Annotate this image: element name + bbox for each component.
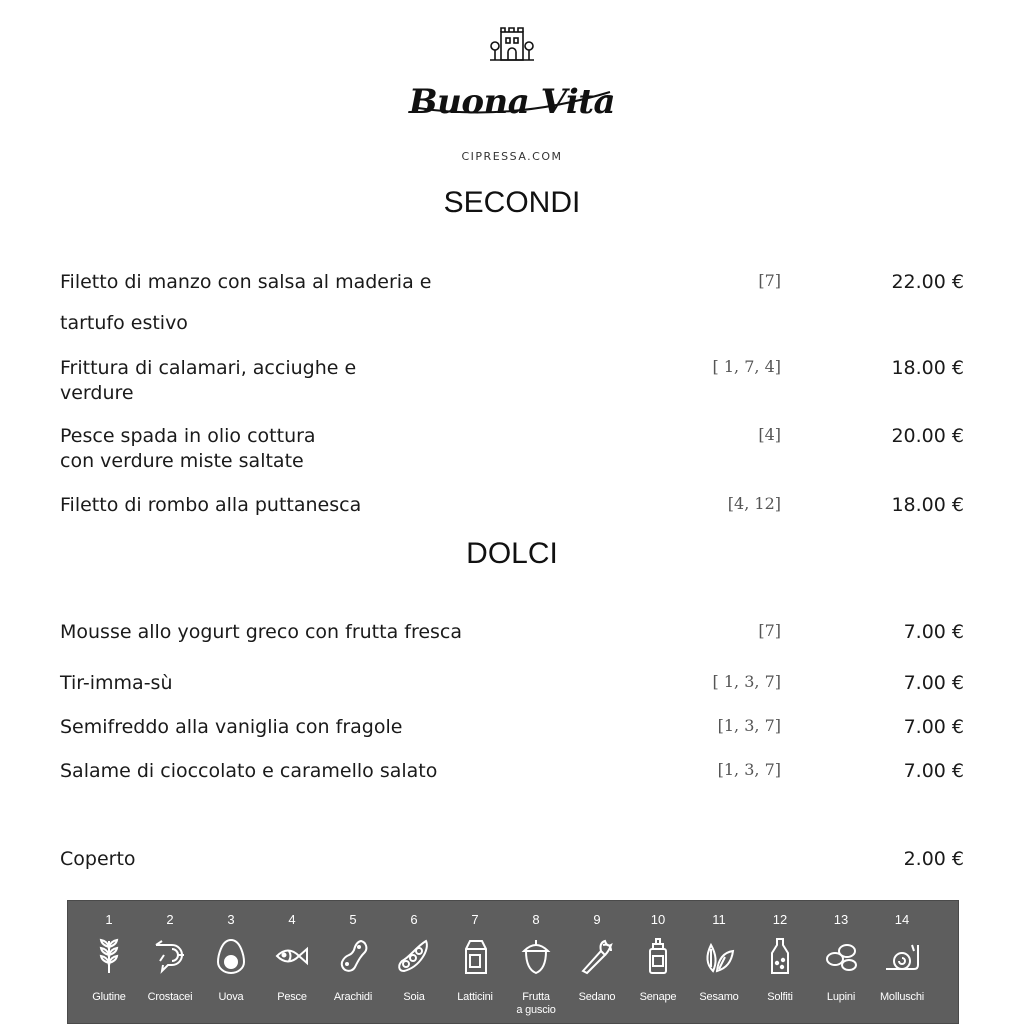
item-allergens: [7]: [758, 271, 781, 290]
item-name-line: Tir-imma-sù: [60, 672, 173, 694]
legend-number: 4: [288, 912, 296, 927]
lupin-icon: [823, 937, 859, 975]
legend-label: Uova: [218, 991, 244, 1003]
item-price: 22.00 €: [891, 271, 964, 293]
legend-number: 5: [349, 912, 357, 927]
menu-item: [60, 424, 964, 474]
item-name: [60, 620, 462, 645]
legend-label: Molluschi: [879, 991, 925, 1003]
item-allergens: [ 1, 3, 7]: [712, 672, 781, 691]
celery-icon: [579, 937, 615, 975]
allergen-legend: [67, 900, 959, 1024]
legend-item: [445, 901, 505, 1023]
logo-subtitle: CIPRESSA.COM: [461, 150, 563, 163]
soy-icon: [396, 937, 432, 975]
legend-label-line: a guscio: [516, 1004, 556, 1016]
wine-bottle-icon: [762, 937, 798, 975]
egg-icon: [213, 937, 249, 975]
menu-item: [60, 671, 964, 696]
acorn-icon: [518, 937, 554, 975]
restaurant-logo: [400, 24, 624, 163]
peanut-icon: [335, 937, 371, 975]
item-name-line: con verdure miste saltate: [60, 450, 304, 472]
legend-item: [567, 901, 627, 1023]
legend-number: 6: [410, 912, 418, 927]
legend-label: Glutine: [92, 991, 126, 1003]
item-name: [60, 424, 316, 474]
coperto-price: 2.00 €: [903, 848, 964, 870]
item-name: [60, 493, 361, 518]
item-name: [60, 671, 173, 696]
legend-item: [811, 901, 871, 1023]
legend-item: [506, 901, 566, 1023]
legend-number: 11: [712, 912, 726, 927]
legend-number: 12: [772, 912, 788, 927]
item-name-line: tartufo estivo: [60, 312, 188, 334]
mustard-bottle-icon: [640, 937, 676, 975]
legend-number: 7: [471, 912, 479, 927]
shrimp-icon: [152, 937, 188, 975]
item-allergens: [ 1, 7, 4]: [712, 357, 781, 376]
legend-label: Arachidi: [333, 991, 373, 1003]
item-price: 7.00 €: [903, 760, 964, 782]
item-price: 18.00 €: [891, 494, 964, 516]
snail-icon: [884, 937, 920, 975]
item-price: 20.00 €: [891, 425, 964, 447]
item-price: 7.00 €: [903, 621, 964, 643]
legend-label-line: Frutta: [522, 991, 550, 1003]
legend-number: 14: [894, 912, 910, 927]
legend-number: 2: [166, 912, 174, 927]
legend-label: Sedano: [578, 991, 616, 1003]
section-title-dolci: DOLCI: [466, 537, 558, 570]
menu-item: [60, 620, 964, 645]
item-name-line: Mousse allo yogurt greco con frutta fresca: [60, 621, 463, 643]
legend-number: 9: [593, 912, 601, 927]
item-name-line: Salame di cioccolato e caramello salato: [60, 760, 438, 782]
menu-item: [60, 270, 964, 340]
menu-item: [60, 356, 964, 406]
legend-label: Sesamo: [699, 991, 739, 1003]
item-name-line: Pesce spada in olio cottura: [60, 425, 316, 447]
legend-label: Lupini: [826, 991, 856, 1003]
legend-number: 8: [532, 912, 540, 927]
legend-item: [79, 901, 139, 1023]
legend-item: [262, 901, 322, 1023]
legend-item: [201, 901, 261, 1023]
item-name-line: Filetto di manzo con salsa al maderia e: [60, 271, 432, 293]
item-price: 7.00 €: [903, 672, 964, 694]
wheat-icon: [91, 937, 127, 975]
legend-item: [750, 901, 810, 1023]
item-allergens: [7]: [758, 621, 781, 640]
logo-swash: [400, 24, 624, 144]
coperto-label: Coperto: [60, 848, 136, 870]
legend-label: Soia: [403, 991, 425, 1003]
item-name-line: Frittura di calamari, acciughe e: [60, 357, 357, 379]
menu-item: [60, 493, 964, 518]
legend-item: [628, 901, 688, 1023]
item-name: [60, 759, 437, 784]
item-allergens: [1, 3, 7]: [717, 760, 781, 779]
legend-number: 3: [227, 912, 235, 927]
legend-item: [689, 901, 749, 1023]
item-name-line: Filetto di rombo alla puttanesca: [60, 494, 362, 516]
legend-item: [140, 901, 200, 1023]
sesame-icon: [701, 937, 737, 975]
legend-item: [872, 901, 932, 1023]
menu-item: [60, 715, 964, 740]
item-allergens: [1, 3, 7]: [717, 716, 781, 735]
legend-label: Senape: [639, 991, 677, 1003]
item-name: [60, 715, 402, 740]
legend-item: [323, 901, 383, 1023]
item-price: 18.00 €: [891, 357, 964, 379]
item-name-line: Semifreddo alla vaniglia con fragole: [60, 716, 403, 738]
legend-item: [384, 901, 444, 1023]
coperto-row: [60, 847, 964, 872]
logo-name: Buona Vita: [408, 82, 616, 122]
legend-label: Pesce: [277, 991, 307, 1003]
legend-label: Solfiti: [767, 991, 793, 1003]
item-name: [60, 270, 431, 336]
item-name: [60, 356, 356, 406]
legend-number: 10: [650, 912, 666, 927]
legend-number: 13: [833, 912, 849, 927]
legend-number: 1: [105, 912, 113, 927]
milk-carton-icon: [457, 937, 493, 975]
menu-item: [60, 759, 964, 784]
item-allergens: [4, 12]: [727, 494, 781, 513]
item-allergens: [4]: [758, 425, 781, 444]
legend-label: Latticini: [457, 991, 493, 1003]
item-price: 7.00 €: [903, 716, 964, 738]
fish-icon: [274, 937, 310, 975]
legend-label: Crostacei: [147, 991, 193, 1003]
item-name-line: verdure: [60, 382, 134, 404]
section-title-secondi: SECONDI: [443, 186, 581, 219]
